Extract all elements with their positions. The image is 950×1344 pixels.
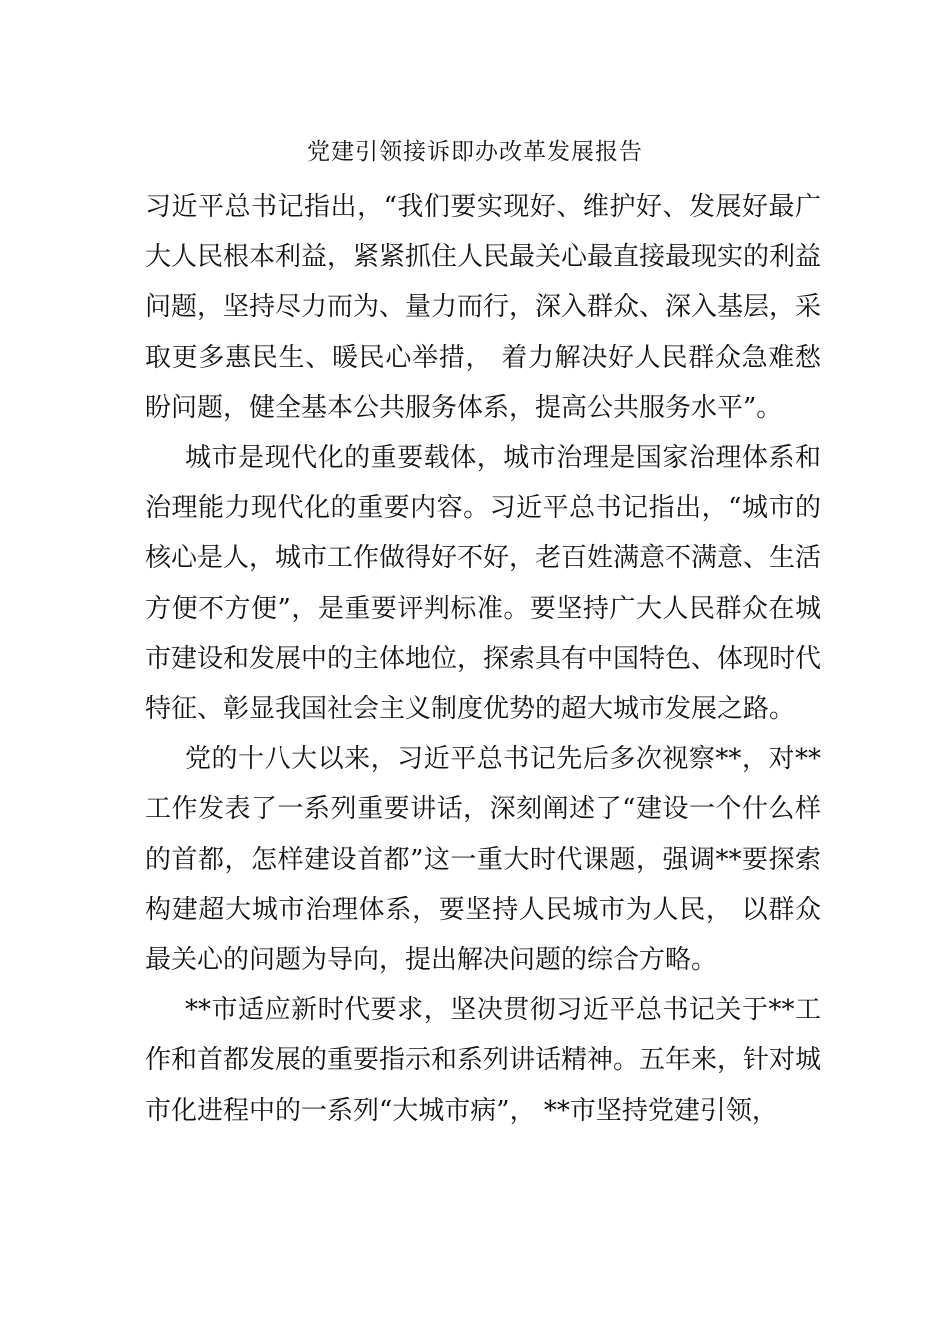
paragraph-4: **市适应新时代要求，坚决贯彻习近平总书记关于**工作和首都发展的重要指示和系列讲话精神。五年来，针对城市化进程中的一系列“大城市病”， **市坚持党建引领，: [145, 995, 822, 1126]
paragraph-1: 习近平总书记指出，“我们要实现好、维护好、发展好最广大人民根本利益，紧紧抓住人民最关心最直接最现实的利益问题，坚持尽力而为、量力而行，深入群众、深入基层，采取更多惠民生、暖民心举措， 着力解决好人民群众急难愁盼问题，健全基本公共服务体系，提高公共服务水平”。: [145, 192, 822, 423]
document-body: [145, 182, 821, 1136]
paragraph-2: 城市是现代化的重要载体，城市治理是国家治理体系和治理能力现代化的重要内容。习近平总书记指出，“城市的核心是人，城市工作做得好不好，老百姓满意不满意、生活方便不方便”，是重要评判标准。要坚持广大人民群众在城市建设和发展中的主体地位，探索具有中国特色、体现时代特征、彰显我国社会主义制度优势的超大城市发展之路。: [145, 443, 822, 725]
paragraph-3: 党的十八大以来，习近平总书记先后多次视察**，对**工作发表了一系列重要讲话，深刻阐述了“建设一个什么样的首都，怎样建设首都”这一重大时代课题，强调**要探索构建超大城市治理体系，要坚持人民城市为人民， 以群众最关心的问题为导向，提出解决问题的综合方略。: [145, 744, 821, 976]
document-title: 党建引领接诉即办改革发展报告: [307, 139, 643, 165]
